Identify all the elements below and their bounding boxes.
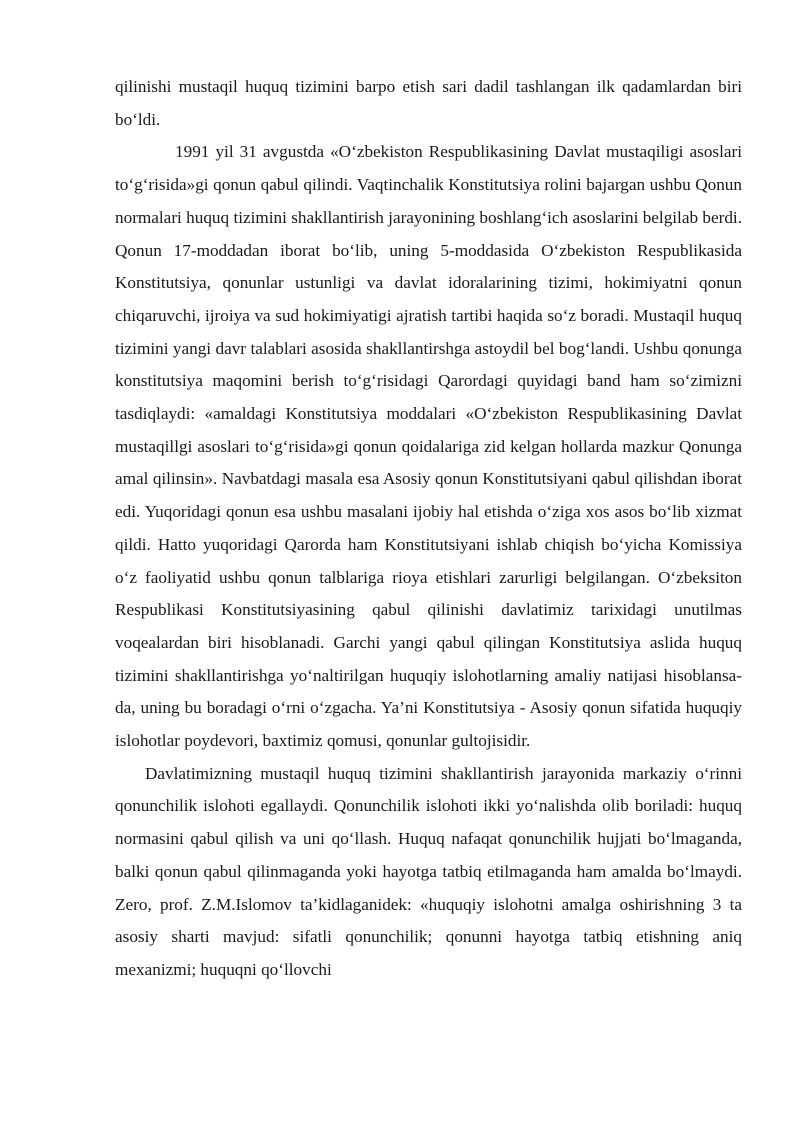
paragraph-continuation: qilinishi mustaqil huquq tizimini barpo etish sari dadil tashlangan ilk qadamlardan biri bo‘ldi. <box>115 77 742 129</box>
paragraph-legislative-reform: Davlatimizning mustaqil huquq tizimini shakllantirish jarayonida markaziy o‘rinni qonunchilik islohoti egallaydi. Qonunchilik islohoti ikki yo‘nalishda olib boriladi: huquq normasini qabul qilish va uni qo‘llash. Huquq nafaqat qonunchilik hujjati bo‘lmaganda, balki qonun qabul qilinmaganda yoki hayotga tatbiq etilmaganda ham amalda bo‘lmaydi. Zero, prof. Z.M.Islomov ta’kidlaganidek: «huquqiy islohotni amalga oshirishning 3 ta asosiy sharti mavjud: sifatli qonunchilik; qonunni hayotga tatbiq etishning aniq mexanizmi; huquqni qo‘llovchi <box>115 763 742 979</box>
paragraph-law-1991: 1991 yil 31 avgustda «O‘zbekiston Respublikasining Davlat mustaqiligi asoslari to‘g‘risida»gi qonun qabul qilindi. Vaqtinchalik Konstitutsiya rolini bajargan ushbu Qonun normalari huquq tizimini shakllantirish jarayonining boshlang‘ich asoslarini belgilab berdi. Qonun 17-moddadan iborat bo‘lib, uning 5-moddasida O‘zbekiston Respublikasida Konstitutsiya, qonunlar ustunligi va davlat idoralarining tizimi, hokimiyatni qonun chiqaruvchi, ijroiya va sud hokimiyatigi ajratish tartibi haqida so‘z boradi. Mustaqil huquq tizimini yangi davr talablari asosida shakllantirshga astoydil bel bog‘landi. Ushbu qonunga konstitutsiya maqomini berish to‘g‘risidagi Qarordagi quyidagi band ham so‘zimizni tasdiqlaydi: «amaldagi Konstitutsiya moddalari «O‘zbekiston Respublikasining Davlat mustaqillgi asoslari to‘g‘risida»gi qonun qoidalariga zid kelgan hollarda mazkur Qonunga amal qilinsin». Navbatdagi masala esa Asosiy qonun Konstitutsiyani qabul qilishdan iborat edi. Yuqoridagi qonun esa ushbu masalani ijobiy hal etishda o‘ziga xos asos bo‘lib xizmat qildi. Hatto yuqoridagi Qarorda ham Konstitutsiyani ishlab chiqish bo‘yicha Komissiya o‘z faoliyatid ushbu qonun talblariga rioya etishlari zarurligi belgilangan. O‘zbeksiton Respublikasi Konstitutsiyasining qabul qilinishi davlatimiz tarixidagi unutilmas voqealardan biri hisoblanadi. Garchi yangi qabul qilingan Konstitutsiya aslida huquq tizimini shakllantirishga yo‘naltirilgan huquqiy islohotlarning amaliy natijasi hisoblansa-da, uning bu boradagi o‘rni o‘zgacha. Ya’ni Konstitutsiya - Asosiy qonun sifatida huquqiy islohotlar poydevori, baxtimiz qomusi, qonunlar gultojisidir. <box>115 142 742 751</box>
document-body <box>115 71 742 987</box>
